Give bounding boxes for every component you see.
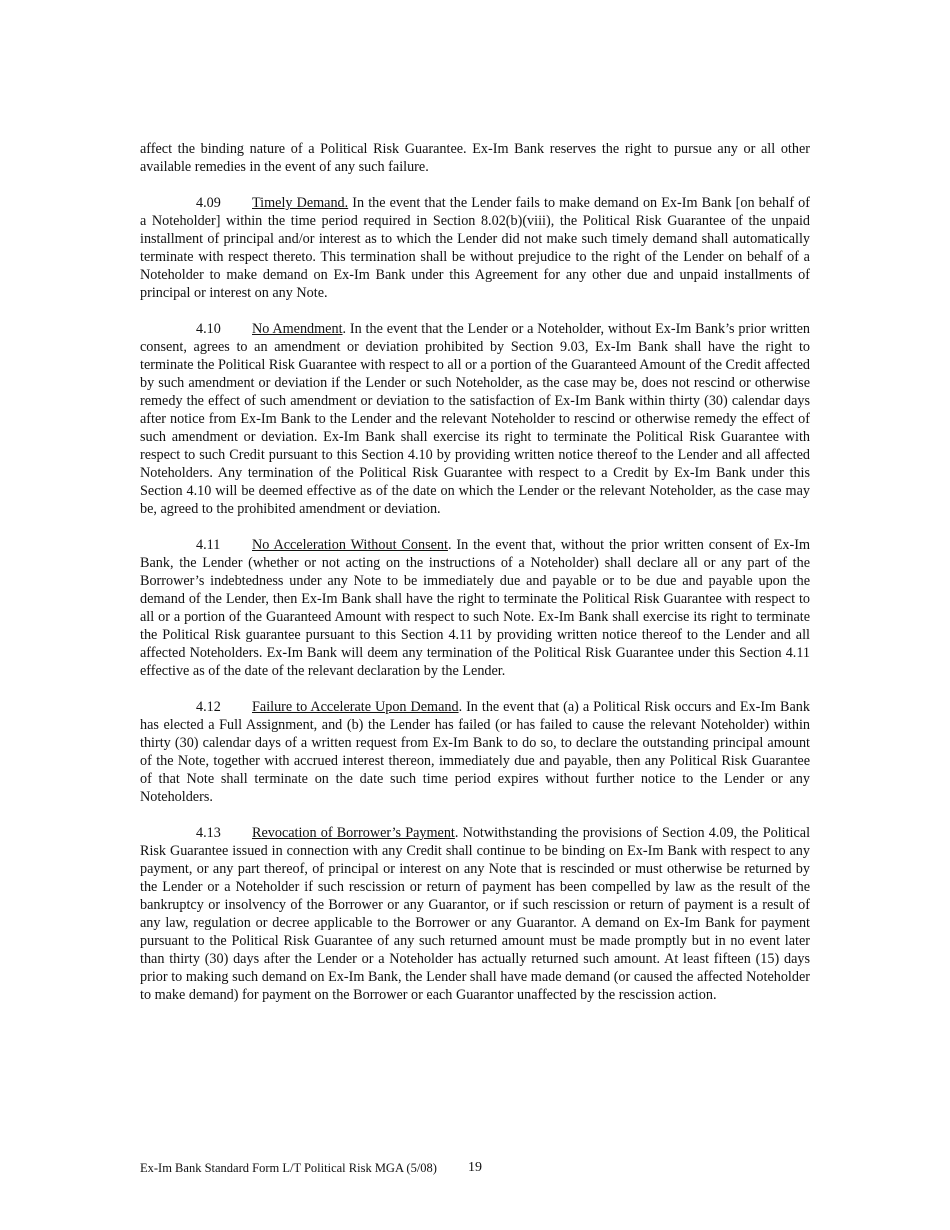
section-text: . In the event that the Lender or a Noteholder, without Ex-Im Bank’s prior written consent, agrees to an amendment or deviation prohibited by Section 9.03, Ex-Im Bank shall have the right to terminate the Political Risk Guarantee with respect to all or a portion of the Guaranteed Amount of the Credit affected by such amendment or deviation if the Lender or such Noteholder, as the case may be, does not rescind or otherwise remedy the effect of such amendment or deviation to the satisfaction of Ex-Im Bank within thirty (30) calendar days after notice from Ex-Im Bank to the Lender and the relevant Noteholder to rescind or otherwise remedy the effect of such amendment or deviation. Ex-Im Bank shall exercise its right to terminate the Political Risk Guarantee with respect to such Credit pursuant to this Section 4.10 by providing written notice thereof to the Lender and all affected Noteholders. Any termination of the Political Risk Guarantee with respect to a Credit by Ex-Im Bank under this Section 4.10 will be deemed effective as of the date on which the Lender or the relevant Noteholder, as the case may be, agreed to the prohibited amendment or deviation. bbox=[140, 321, 810, 517]
section-4-10 bbox=[140, 320, 810, 518]
section-4-09 bbox=[140, 194, 810, 302]
footer-form-name: Ex-Im Bank Standard Form L/T Political Risk MGA (5/08) bbox=[140, 1161, 437, 1175]
page-footer bbox=[140, 1159, 482, 1177]
document-body bbox=[140, 140, 810, 1022]
section-heading: Failure to Accelerate Upon Demand bbox=[252, 699, 459, 715]
section-text: . Notwithstanding the provisions of Section 4.09, the Political Risk Guarantee issued in connection with any Credit shall continue to be binding on Ex-Im Bank with respect to any payment, or any part thereof, of principal or interest on any Note that is rescinded or must otherwise be returned by the Lender or a Noteholder if such rescission or return of payment has been compelled by law as the result of the bankruptcy or insolvency of the Borrower or any Guarantor, or if such rescission or return of payment is a result of any law, regulation or decree applicable to the Borrower or any Guarantor. A demand on Ex-Im Bank for payment pursuant to the Political Risk Guarantee of any such returned amount must be made promptly but in no event later than thirty (30) days after the Lender or a Noteholder has actually returned such amount. At least fifteen (15) days prior to making such demand on Ex-Im Bank, the Lender shall have made demand (or caused the affected Noteholder to make demand) for payment on the Borrower or each Guarantor unaffected by the rescission action. bbox=[140, 825, 811, 1003]
section-heading: No Amendment bbox=[252, 321, 343, 337]
section-number: 4.09 bbox=[196, 195, 221, 211]
section-text: In the event that the Lender fails to make demand on Ex-Im Bank [on behalf of a Noteholder] within the time period required in Section 8.02(b)(viii), the Political Risk Guarantee of the unpaid installment of principal and/or interest as to which the Lender did not make such timely demand shall automatically terminate with respect thereto. This termination shall be without prejudice to the right of the Lender on behalf of a Noteholder to make demand on Ex-Im Bank under this Agreement for any other due and unpaid installments of principal or interest on any Note. bbox=[140, 195, 810, 301]
section-text: . In the event that, without the prior written consent of Ex-Im Bank, the Lender (whether or not acting on the instructions of a Noteholder) shall declare all or any part of the Borrower’s indebtedness under any Note to be immediately due and payable or to be due and payable upon the demand of the Lender, then Ex-Im Bank shall have the right to terminate the Political Risk Guarantee with respect to all or a portion of the Guaranteed Amount with respect to such Note. Ex-Im Bank shall exercise its right to terminate the Political Risk guarantee pursuant to this Section 4.11 by providing written notice thereof to the Lender and all affected Noteholders. Ex-Im Bank will deem any termination of the Political Risk Guarantee under this Section 4.11 effective as of the date of the relevant declaration by the Lender. bbox=[140, 537, 811, 679]
page-number: 19 bbox=[468, 1160, 482, 1175]
intro-paragraph: affect the binding nature of a Political Risk Guarantee. Ex-Im Bank reserves the right to pursue any or all other available remedies in the event of any such failure. bbox=[140, 141, 810, 175]
section-4-13 bbox=[140, 824, 810, 1004]
section-number: 4.13 bbox=[196, 825, 221, 841]
section-4-11 bbox=[140, 536, 810, 680]
section-number: 4.12 bbox=[196, 699, 221, 715]
section-number: 4.11 bbox=[196, 537, 221, 553]
section-number: 4.10 bbox=[196, 321, 221, 337]
section-heading: No Acceleration Without Consent bbox=[252, 537, 448, 553]
section-4-12 bbox=[140, 698, 810, 806]
section-heading: Revocation of Borrower’s Payment bbox=[252, 825, 455, 841]
section-text: . In the event that (a) a Political Risk occurs and Ex-Im Bank has elected a Full Assignment, and (b) the Lender has failed (or has failed to cause the relevant Noteholder) within thirty (30) calendar days of a written request from Ex-Im Bank to do so, to declare the outstanding principal amount of the Note, together with accrued interest thereon, immediately due and payable, then any Political Risk Guarantee of that Note shall terminate on the date such time period expires without further notice to the Lender or any Noteholders. bbox=[140, 699, 810, 805]
section-heading: Timely Demand. bbox=[252, 195, 349, 211]
